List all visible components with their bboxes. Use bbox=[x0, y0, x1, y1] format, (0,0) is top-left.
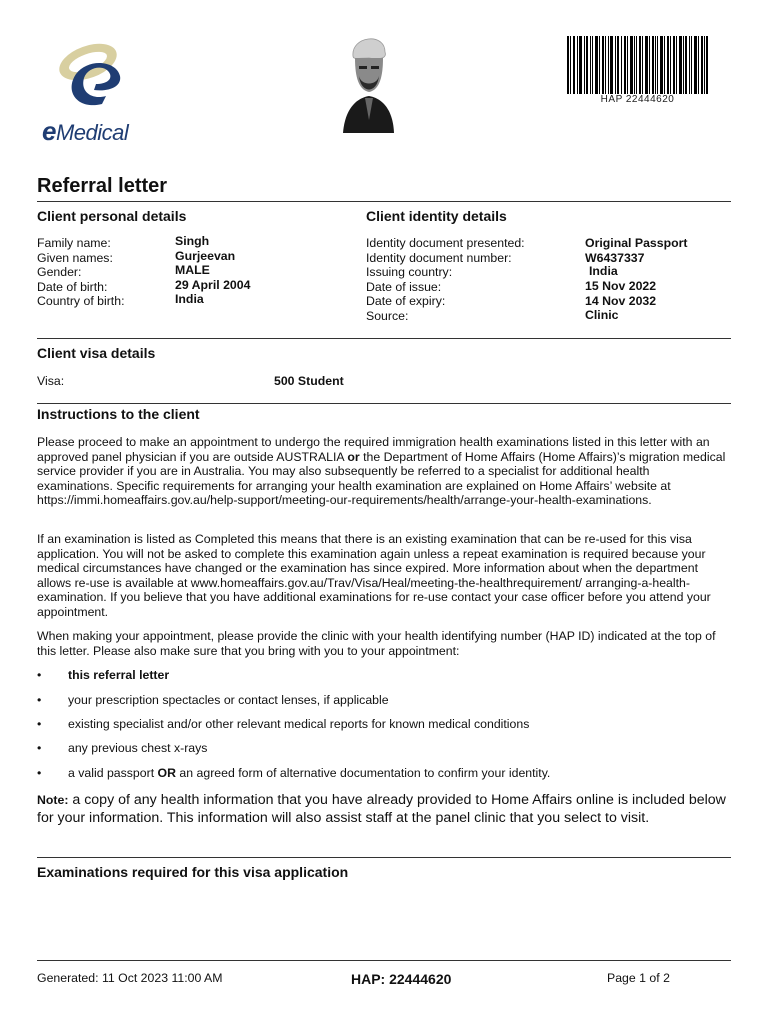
page-title: Referral letter bbox=[37, 175, 168, 197]
field-value: Clinic bbox=[585, 307, 619, 322]
field-label: Gender: bbox=[37, 265, 82, 280]
bullet-icon: • bbox=[37, 717, 42, 731]
field-value: Original Passport bbox=[585, 236, 688, 250]
personal-heading: Client personal details bbox=[37, 208, 187, 224]
field-value: Singh bbox=[175, 234, 210, 248]
field-label: Source: bbox=[366, 308, 409, 323]
field-value: Gurjeevan bbox=[175, 248, 236, 263]
barcode-caption: HAP 22444620 bbox=[600, 94, 675, 105]
field-value: India bbox=[589, 264, 618, 279]
list-item: • any previous chest x-rays bbox=[37, 741, 208, 755]
bullet-icon: • bbox=[37, 741, 42, 755]
field-label: Date of expiry: bbox=[366, 294, 446, 309]
reuse-paragraph: If an examination is listed as Completed this means that there is an existing examination that can be re-used for this visa application. You will not be asked to complete this examination again unless a repeat examination is required because your medical circumstances have changed or the examination has since expired. More information about when the department allows re-use is available at www.homeaffairs.gov.au/Trav/Visa/Heal/meeting-the-healthrequirement/ arranging-a-health-examination. If you believe that you have additional examinations for re-use contact your case officer before you attend your appointment. bbox=[37, 532, 711, 619]
list-item: • your prescription spectacles or contact lenses, if applicable bbox=[37, 693, 389, 707]
field-value: W6437337 bbox=[585, 250, 645, 265]
barcode bbox=[567, 36, 708, 94]
visa-value: 500 Student bbox=[274, 374, 344, 388]
visa-row bbox=[37, 374, 437, 389]
page-number: Page 1 of 2 bbox=[607, 971, 670, 985]
personal-details bbox=[37, 236, 337, 309]
logo-wordmark: eMedical bbox=[42, 116, 129, 146]
identity-row bbox=[366, 294, 732, 309]
appointment-paragraph: When making your appointment, please provide the clinic with your health identifying number (HAP ID) indicated at the top of this letter. Please also make sure that you bring with you to your appointment: bbox=[37, 629, 716, 658]
visa-label: Visa: bbox=[37, 374, 65, 388]
note-paragraph: Note: a copy of any health information that you have already provided to Home Affairs online is included below for your information. This information will also assist staff at the panel clinic that you select to visit. bbox=[37, 792, 726, 826]
field-label: Given names: bbox=[37, 250, 113, 265]
bullet-icon: • bbox=[37, 693, 42, 707]
divider bbox=[37, 403, 731, 404]
bullet-icon: • bbox=[37, 668, 42, 682]
list-item: • this referral letter bbox=[37, 668, 170, 682]
field-label: Country of birth: bbox=[37, 294, 125, 309]
field-label: Date of birth: bbox=[37, 279, 108, 294]
instructions-heading: Instructions to the client bbox=[37, 406, 200, 422]
field-value: 14 Nov 2032 bbox=[585, 294, 657, 309]
footer-hap-id: HAP: 22444620 bbox=[351, 971, 452, 987]
identity-row bbox=[366, 265, 732, 280]
identity-row bbox=[366, 309, 732, 324]
divider bbox=[37, 338, 731, 339]
client-photo bbox=[341, 28, 396, 133]
bullet-icon: • bbox=[37, 766, 42, 780]
field-value: MALE bbox=[175, 263, 210, 278]
instructions-paragraph: Please proceed to make an appointment to undergo the required immigration health examinations listed in this letter with an approved panel physician if you are outside AUSTRALIA or the Department of Home Affairs (Home Affairs)’s migration medical service provider if you are in Australia. You may also subsequently be referred to a specialist for additional health examinations. Specific requirements for arranging your health examination are explained on Home Affairs’ website at https://immi.homeaffairs.gov.au/help-support/meeting-our-requirements/health/arrange-your-health-examinations. bbox=[37, 435, 726, 507]
generated-timestamp: Generated: 11 Oct 2023 11:00 AM bbox=[37, 971, 223, 985]
visa-heading: Client visa details bbox=[37, 345, 156, 361]
identity-details bbox=[366, 236, 732, 324]
identity-heading: Client identity details bbox=[366, 208, 507, 224]
field-label: Issuing country: bbox=[366, 265, 453, 280]
divider bbox=[37, 857, 731, 858]
field-value: 15 Nov 2022 bbox=[585, 278, 657, 293]
field-value: 29 April 2004 bbox=[175, 277, 251, 292]
identity-row bbox=[366, 280, 732, 295]
examinations-heading: Examinations required for this visa application bbox=[37, 864, 349, 880]
field-label: Date of issue: bbox=[366, 279, 442, 294]
divider bbox=[37, 960, 731, 961]
list-item: • existing specialist and/or other relevant medical reports for known medical conditions bbox=[37, 717, 530, 731]
visa-details bbox=[37, 374, 437, 389]
identity-row bbox=[366, 236, 732, 251]
field-value: India bbox=[175, 292, 204, 307]
field-label: Family name: bbox=[37, 236, 111, 250]
personal-row bbox=[37, 294, 337, 309]
identity-row bbox=[366, 251, 732, 266]
list-item: • a valid passport OR an agreed form of alternative documentation to confirm your identity. bbox=[37, 766, 551, 780]
divider bbox=[37, 201, 731, 202]
field-label: Identity document presented: bbox=[366, 236, 525, 250]
field-label: Identity document number: bbox=[366, 250, 512, 265]
